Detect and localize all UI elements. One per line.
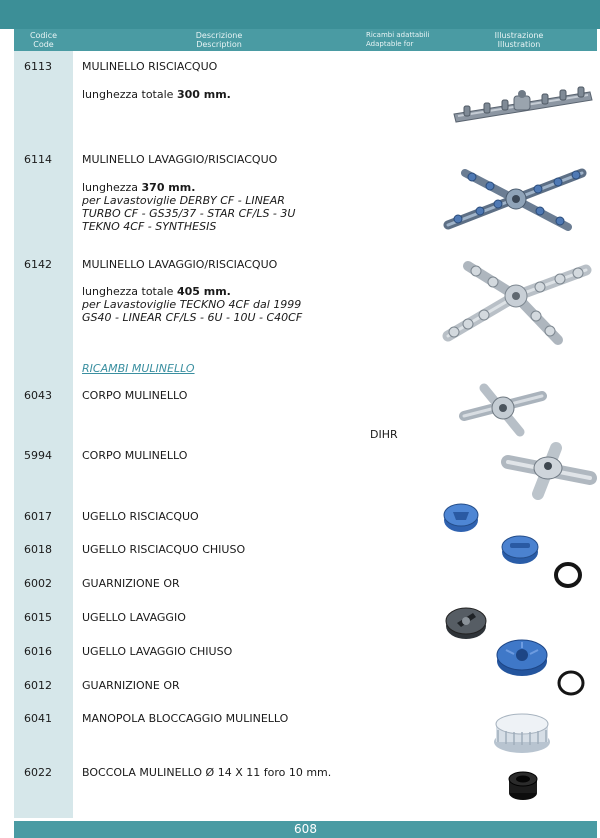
nozzle-closed-icon bbox=[494, 634, 550, 678]
top-bar bbox=[0, 0, 600, 29]
item-description: MULINELLO LAVAGGIO/RISCIACQUO bbox=[82, 153, 278, 166]
item-description: BOCCOLA MULINELLO Ø 14 X 11 foro 10 mm. bbox=[82, 766, 332, 779]
item-description: GUARNIZIONE OR bbox=[82, 679, 180, 692]
header-ill-en: Illustration bbox=[497, 40, 541, 49]
header-adapt-en: Adaptable for bbox=[366, 40, 414, 48]
code-column bbox=[14, 51, 73, 818]
length-label: lunghezza totale bbox=[82, 285, 177, 298]
length-value: 370 mm. bbox=[141, 181, 196, 194]
item-code: 6012 bbox=[24, 679, 52, 692]
o-ring-icon bbox=[552, 560, 584, 590]
item-code: 5994 bbox=[24, 449, 52, 462]
section-link-ricambi[interactable]: RICAMBI MULINELLO bbox=[82, 362, 195, 375]
item-length bbox=[82, 285, 231, 298]
wash-arm-cross-icon bbox=[438, 258, 593, 348]
item-code: 6017 bbox=[24, 510, 52, 523]
item-description: GUARNIZIONE OR bbox=[82, 577, 180, 590]
item-code: 6142 bbox=[24, 258, 52, 271]
item-description: UGELLO LAVAGGIO bbox=[82, 611, 186, 624]
item-code: 6022 bbox=[24, 766, 52, 779]
item-description: CORPO MULINELLO bbox=[82, 449, 188, 462]
header-code-en: Code bbox=[33, 40, 54, 49]
header-ill-it: Illustrazione bbox=[494, 31, 544, 40]
item-description: UGELLO RISCIACQUO CHIUSO bbox=[82, 543, 246, 556]
item-code: 6016 bbox=[24, 645, 52, 658]
item-length bbox=[82, 181, 195, 194]
item-description: MULINELLO LAVAGGIO/RISCIACQUO bbox=[82, 258, 278, 271]
wash-arm-cross-icon bbox=[440, 155, 590, 240]
header-desc-en: Description bbox=[196, 40, 242, 49]
item-description: CORPO MULINELLO bbox=[82, 389, 188, 402]
bushing-icon bbox=[503, 767, 543, 803]
item-description: MULINELLO RISCIACQUO bbox=[82, 60, 218, 73]
length-label: lunghezza bbox=[82, 181, 142, 194]
table-header bbox=[14, 29, 597, 51]
page-number: 608 bbox=[14, 821, 597, 838]
item-length bbox=[82, 88, 231, 101]
length-value: 300 mm. bbox=[176, 88, 231, 101]
nozzle-closed-icon bbox=[500, 533, 540, 565]
length-label: lunghezza totale bbox=[82, 88, 177, 101]
adaptable-note: DIHR bbox=[370, 428, 398, 441]
header-desc-it: Descrizione bbox=[195, 31, 243, 40]
header-adaptable bbox=[366, 31, 436, 49]
item-code: 6018 bbox=[24, 543, 52, 556]
item-code: 6114 bbox=[24, 153, 52, 166]
item-description: UGELLO RISCIACQUO bbox=[82, 510, 199, 523]
item-code: 6041 bbox=[24, 712, 52, 725]
item-compat-line: GS40 - LINEAR CF/LS - 6U - 10U - C40CF bbox=[82, 311, 303, 324]
nozzle-icon bbox=[443, 603, 489, 641]
item-compat-line: per Lavastoviglie TECKNO 4CF dal 1999 bbox=[82, 298, 302, 311]
item-compat-line: per Lavastoviglie DERBY CF - LINEAR bbox=[82, 194, 285, 207]
item-description: MANOPOLA BLOCCAGGIO MULINELLO bbox=[82, 712, 289, 725]
item-code: 6113 bbox=[24, 60, 52, 73]
arm-hub-icon bbox=[458, 382, 548, 437]
o-ring-icon bbox=[555, 668, 587, 698]
item-code: 6043 bbox=[24, 389, 52, 402]
item-description: UGELLO LAVAGGIO CHIUSO bbox=[82, 645, 233, 658]
rinse-arm-icon bbox=[450, 80, 595, 128]
header-illustration bbox=[474, 31, 564, 49]
header-code bbox=[14, 31, 73, 49]
header-description bbox=[134, 31, 304, 49]
item-compat-line: TEKNO 4CF - SYNTHESIS bbox=[82, 220, 217, 233]
item-code: 6002 bbox=[24, 577, 52, 590]
arm-hub-icon bbox=[498, 440, 598, 500]
length-value: 405 mm. bbox=[176, 285, 231, 298]
nozzle-icon bbox=[442, 501, 480, 533]
header-adapt-it: Ricambi adattabili bbox=[366, 31, 430, 39]
item-compat-line: TURBO CF - GS35/37 - STAR CF/LS - 3U bbox=[82, 207, 296, 220]
locking-knob-icon bbox=[492, 710, 552, 756]
item-code: 6015 bbox=[24, 611, 52, 624]
header-code-it: Codice bbox=[29, 31, 58, 40]
